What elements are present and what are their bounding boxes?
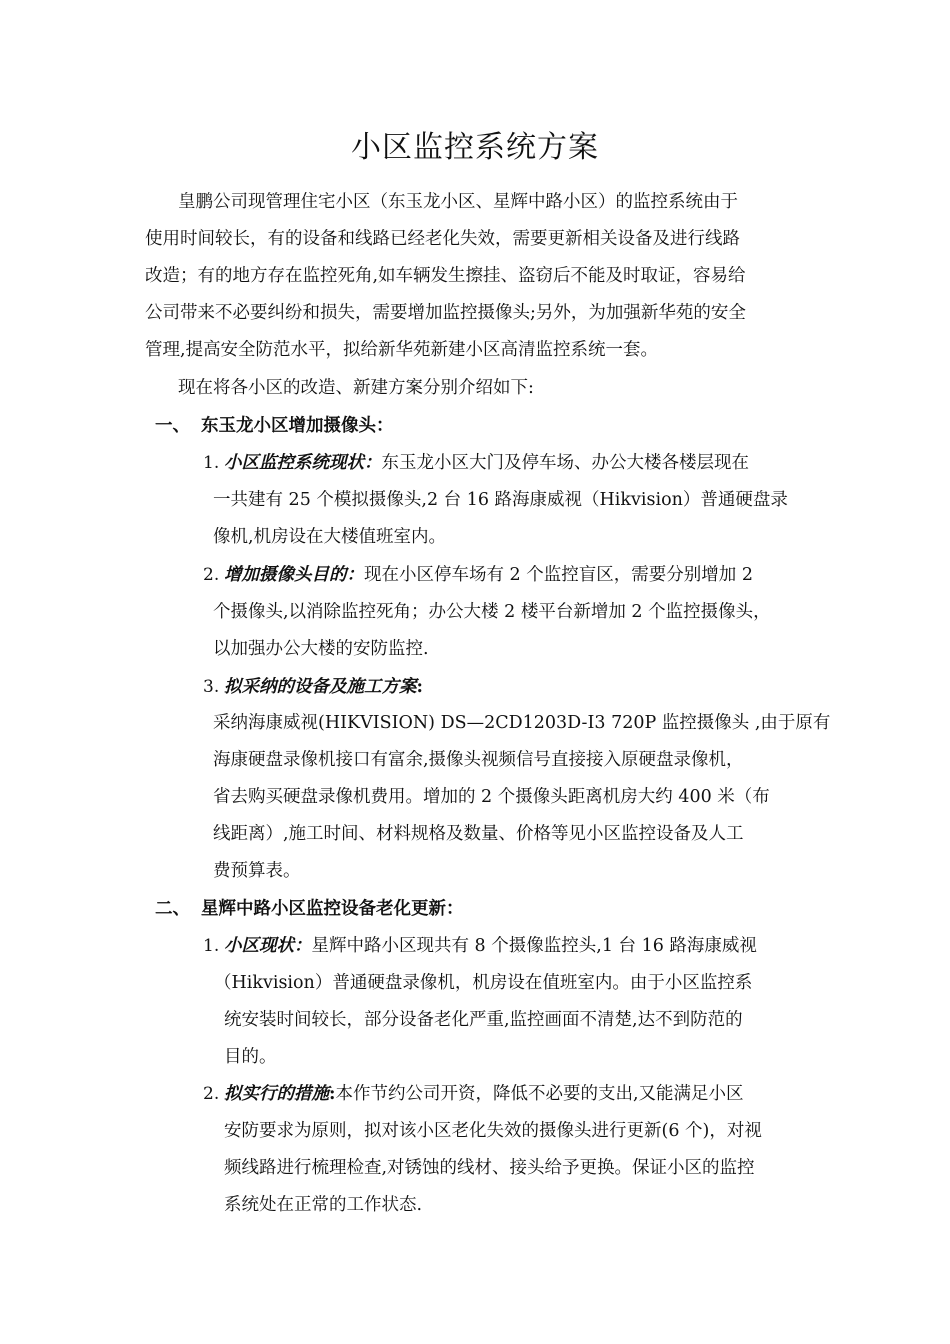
s1-item-3-line-3: 海康硬盘录像机接口有富余,摄像头视频信号直接接入原硬盘录像机， bbox=[213, 750, 744, 770]
section-1-number: 一、 bbox=[155, 416, 190, 436]
s2-item-1-line-2: （Hikvision）普通硬盘录像机，机房设在值班室内。由于小区监控系 bbox=[214, 973, 753, 993]
s1-item-3-lead-colon: : bbox=[416, 677, 423, 697]
s2-item-2-line-3: 频线路进行梳理检查,对锈蚀的线材、接头给予更换。保证小区的监控 bbox=[224, 1158, 755, 1178]
s1-item-2-line-3: 以加强办公大楼的安防监控. bbox=[213, 639, 429, 659]
s2-item-1-number: 1. bbox=[203, 936, 220, 956]
s2-item-1-line-3: 统安装时间较长，部分设备老化严重,监控画面不清楚,达不到防范的 bbox=[224, 1010, 743, 1030]
s1-item-3-lead: 拟采纳的设备及施工方案 bbox=[224, 677, 417, 697]
s2-item-2-line-1 bbox=[224, 1082, 744, 1106]
section-1-heading: 东玉龙小区增加摄像头： bbox=[201, 416, 394, 436]
s2-item-2-lead-colon: : bbox=[329, 1084, 336, 1104]
s1-item-3-line-4: 省去购买硬盘录像机费用。增加的 2 个摄像头距离机房大约 400 米（布 bbox=[213, 787, 770, 807]
s1-item-3-number: 3. bbox=[203, 677, 220, 697]
section-2-number: 二、 bbox=[155, 899, 190, 919]
s2-item-2-lead: 拟实行的措施 bbox=[224, 1084, 329, 1104]
s2-item-1-line-4: 目的。 bbox=[224, 1047, 277, 1067]
s1-item-2-line-1 bbox=[224, 563, 753, 587]
s2-item-2-number: 2. bbox=[203, 1084, 220, 1104]
s1-item-1-lead: 小区监控系统现状： bbox=[224, 453, 382, 473]
s2-item-1-text-1: 星辉中路小区现共有 8 个摄像监控头,1 台 16 路海康威视 bbox=[311, 936, 757, 956]
s1-item-2-text-1: 现在小区停车场有 2 个监控盲区，需要分别增加 2 bbox=[364, 565, 753, 585]
s2-item-2-line-2: 安防要求为原则，拟对该小区老化失效的摄像头进行更新(6 个)，对视 bbox=[224, 1121, 762, 1141]
s1-item-2-number: 2. bbox=[203, 565, 220, 585]
document-title: 小区监控系统方案 bbox=[351, 130, 599, 165]
s1-item-3-line-6: 费预算表。 bbox=[213, 861, 301, 881]
s1-item-1-line-1 bbox=[224, 451, 749, 475]
intro-line-2: 使用时间较长，有的设备和线路已经老化失效，需要更新相关设备及进行线路 bbox=[145, 229, 740, 249]
s1-item-2-lead: 增加摄像头目的： bbox=[224, 565, 364, 585]
s1-item-2-line-2: 个摄像头,以消除监控死角；办公大楼 2 楼平台新增加 2 个监控摄像头， bbox=[213, 602, 771, 622]
intro-line-3: 改造；有的地方存在监控死角,如车辆发生擦挂、盗窃后不能及时取证，容易给 bbox=[145, 266, 746, 286]
s1-item-1-line-2: 一共建有 25 个模拟摄像头,2 台 16 路海康威视（Hikvision）普通硬盘录 bbox=[213, 490, 788, 510]
s1-item-1-text-1: 东玉龙小区大门及停车场、办公大楼各楼层现在 bbox=[381, 453, 749, 473]
s1-item-1-line-3: 像机,机房设在大楼值班室内。 bbox=[213, 527, 447, 547]
intro-line-5: 管理,提高安全防范水平，拟给新华苑新建小区高清监控系统一套。 bbox=[145, 340, 659, 360]
s2-item-2-text-1: 本作节约公司开资，降低不必要的支出,又能满足小区 bbox=[335, 1084, 744, 1104]
s2-item-1-line-1 bbox=[224, 934, 757, 958]
intro-line-6: 现在将各小区的改造、新建方案分别介绍如下: bbox=[178, 378, 534, 398]
s1-item-1-number: 1. bbox=[203, 453, 220, 473]
s1-item-3-line-5: 线距离）,施工时间、材料规格及数量、价格等见小区监控设备及人工 bbox=[213, 824, 744, 844]
section-2-heading: 星辉中路小区监控设备老化更新： bbox=[201, 899, 464, 919]
s1-item-3-line-2: 采纳海康威视(HIKVISION) DS—2CD1203D-I3 720P 监控摄像头 ,由于原有 bbox=[213, 713, 831, 733]
intro-line-4: 公司带来不必要纠纷和损失，需要增加监控摄像头;另外，为加强新华苑的安全 bbox=[145, 303, 746, 323]
s2-item-2-line-4: 系统处在正常的工作状态. bbox=[224, 1195, 423, 1215]
s1-item-3-line-1 bbox=[224, 675, 423, 699]
intro-line-1: 皇鹏公司现管理住宅小区（东玉龙小区、星辉中路小区）的监控系统由于 bbox=[178, 192, 738, 212]
s2-item-1-lead: 小区现状： bbox=[224, 936, 312, 956]
